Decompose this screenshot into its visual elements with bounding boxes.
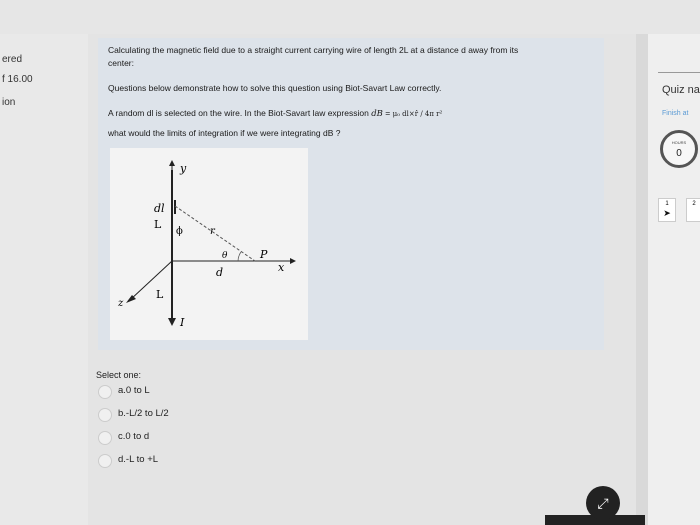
formula-lhs: dB <box>371 109 383 119</box>
label-d: d <box>216 266 224 279</box>
radio-d[interactable] <box>98 454 112 468</box>
theta-arc <box>238 252 241 261</box>
marks-text: f 16.00 <box>2 74 33 85</box>
question-line-4: A random dl is selected on the wire. In the Biot-Savart law expression dB = μ₀ dl×r̂ / 4π r² <box>108 108 443 119</box>
quiz-nav-title: Quiz na <box>662 84 700 96</box>
label-theta: θ <box>222 251 228 261</box>
finish-attempt-link[interactable]: Finish at <box>662 110 689 117</box>
formula-rhs: μ₀ dl×r̂ / 4π r² <box>392 110 443 118</box>
radio-a[interactable] <box>98 385 112 399</box>
label-dl: dl <box>154 202 165 215</box>
question-line-5: what would the limits of integration if we were integrating dB ? <box>108 128 341 138</box>
label-r: r <box>210 226 215 237</box>
label-L-bottom: L <box>156 288 164 301</box>
label-z: z <box>118 298 124 309</box>
label-L-top: L <box>154 218 162 231</box>
nav-question-1[interactable] <box>658 198 676 222</box>
r-vector <box>175 206 255 261</box>
answer-option-c-label: c.0 to d <box>118 431 150 442</box>
timer-ring <box>660 130 698 168</box>
nav-question-2-label: 2 <box>692 201 696 207</box>
radio-b[interactable] <box>98 408 112 422</box>
question-text-label: ion <box>2 97 16 108</box>
timer-label: HOURS <box>671 140 687 145</box>
answer-option-a-label: a.0 to L <box>118 385 150 396</box>
panel-divider <box>658 72 700 73</box>
flag-icon: ➤ <box>663 208 671 218</box>
y-axis-arrowhead <box>169 160 175 166</box>
question-line-2: center: <box>108 58 134 68</box>
label-x: x <box>278 261 285 274</box>
radio-c[interactable] <box>98 431 112 445</box>
label-phi: ϕ <box>176 226 183 237</box>
question-line-3: Questions below demonstrate how to solve this question using Biot-Savart Law correctly. <box>108 83 442 93</box>
timer-value: 0 <box>676 148 682 159</box>
answer-option-b-label: b.-L/2 to L/2 <box>118 408 169 419</box>
expand-button[interactable] <box>586 486 620 520</box>
question-line-4-prefix: A random dl is selected on the wire. In the Biot-Savart law expression <box>108 108 369 118</box>
select-one-prompt: Select one: <box>96 370 142 380</box>
quiz-navigation-panel <box>648 34 700 525</box>
expand-icon: ⤢ <box>597 495 609 511</box>
label-y: y <box>180 162 187 175</box>
nav-question-1-label: 1 <box>665 201 669 207</box>
z-axis-line <box>130 261 172 300</box>
x-axis-arrowhead <box>290 258 296 264</box>
answer-option-d-label: d.-L to +L <box>118 454 159 465</box>
current-arrow <box>168 318 176 326</box>
question-line-1: Calculating the magnetic field due to a straight current carrying wire of length 2L at a distance d away from its <box>108 45 519 55</box>
label-P: P <box>260 248 268 261</box>
left-info-panel <box>0 34 88 525</box>
status-text: ered <box>2 54 23 65</box>
nav-question-2[interactable] <box>686 198 700 222</box>
label-I: I <box>180 316 185 329</box>
browser-top-bar <box>0 0 700 34</box>
wire-diagram <box>110 148 308 340</box>
wire-diagram-svg <box>110 148 308 340</box>
